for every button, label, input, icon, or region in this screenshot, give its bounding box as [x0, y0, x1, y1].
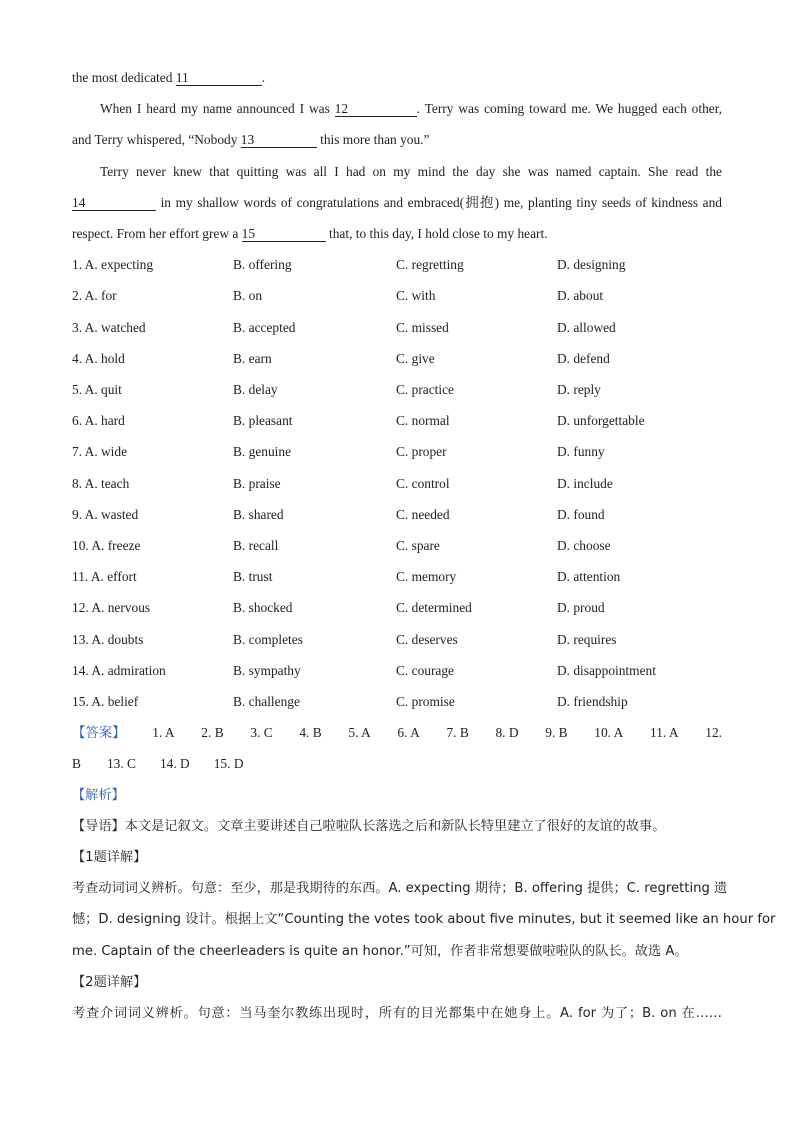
option-d: D. defend	[557, 350, 610, 366]
answer-item: 1. A	[152, 725, 175, 741]
option-a: 7. A. wide	[72, 444, 128, 460]
option-c: C. needed	[396, 506, 450, 522]
option-row	[72, 280, 722, 311]
passage-line-3	[72, 124, 722, 155]
q2-title: 【2题详解】	[72, 974, 147, 990]
option-b: B. genuine	[233, 444, 292, 460]
option-row	[72, 624, 722, 655]
answer-item: 10. A	[594, 725, 624, 741]
option-b: B. shared	[233, 506, 284, 522]
passage-text: this more than you.”	[316, 132, 430, 148]
option-c: C. spare	[396, 538, 440, 554]
option-c: C. memory	[396, 569, 457, 585]
option-d: D. include	[557, 475, 613, 491]
option-b: B. completes	[233, 631, 303, 647]
option-d: D. unforgettable	[557, 413, 645, 429]
option-d: D. about	[557, 288, 604, 304]
option-b: B. pleasant	[233, 413, 293, 429]
option-a: 9. A. wasted	[72, 506, 139, 522]
option-d: D. friendship	[557, 694, 628, 710]
option-c: C. give	[396, 350, 435, 366]
option-a: 8. A. teach	[72, 475, 130, 491]
option-row	[72, 592, 722, 623]
option-b: B. accepted	[233, 319, 296, 335]
option-c: C. courage	[396, 662, 455, 678]
option-c: C. control	[396, 475, 450, 491]
option-b: B. shocked	[233, 600, 293, 616]
answer-row-1	[72, 717, 722, 748]
blank-12: 12	[335, 101, 417, 117]
answer-item: 2. B	[201, 725, 224, 741]
option-row	[72, 530, 722, 561]
answer-item: 7. B	[446, 725, 469, 741]
answer-item: 11. A	[650, 725, 679, 741]
answer-item: 4. B	[299, 725, 322, 741]
guide-line	[72, 811, 722, 842]
option-c: C. determined	[396, 600, 472, 616]
answer-item: 8. D	[495, 725, 519, 741]
blank-11: 11	[176, 70, 262, 86]
option-a: 13. A. doubts	[72, 631, 144, 647]
option-a: 1. A. expecting	[72, 257, 154, 273]
option-a: 14. A. admiration	[72, 662, 166, 678]
option-d: D. found	[557, 506, 605, 522]
option-d: D. designing	[557, 257, 626, 273]
option-b: B. delay	[233, 382, 278, 398]
q1-line-2: 憾；D. designing 设计。根据上文“Counting the votes took about five minutes, but it seemed like an hour for	[72, 912, 776, 928]
option-d: D. proud	[557, 600, 605, 616]
option-row	[72, 468, 722, 499]
option-row	[72, 436, 722, 467]
passage-text: .	[261, 70, 266, 85]
option-a: 3. A. watched	[72, 319, 146, 335]
option-d: D. choose	[557, 538, 611, 554]
option-a: 2. A. for	[72, 288, 117, 304]
option-b: B. praise	[233, 475, 281, 491]
option-a: 4. A. hold	[72, 350, 125, 366]
option-c: C. proper	[396, 444, 447, 460]
passage-text: that, to this day, I hold close to my heart.	[325, 226, 548, 242]
analysis-heading: 【解析】	[72, 787, 125, 803]
option-b: B. sympathy	[233, 662, 301, 678]
answer-item: 12.	[705, 725, 722, 741]
option-row	[72, 561, 722, 592]
option-row	[72, 405, 722, 436]
blank-15: 15	[242, 226, 326, 242]
options-list	[72, 249, 722, 717]
option-c: C. deserves	[396, 631, 458, 647]
passage-line-6	[72, 218, 722, 249]
q1-title: 【1题详解】	[72, 850, 147, 866]
option-row	[72, 249, 722, 280]
answer-item: 9. B	[545, 725, 568, 741]
option-a: 6. A. hard	[72, 413, 125, 429]
option-b: B. recall	[233, 538, 279, 554]
passage-text: . Terry was coming toward me. We hugged each other,	[416, 101, 722, 117]
option-b: B. on	[233, 288, 263, 304]
option-c: C. with	[396, 288, 436, 304]
option-a: 5. A. quit	[72, 382, 122, 398]
passage-line-1	[72, 62, 722, 93]
option-row	[72, 343, 722, 374]
passage-text: in my shallow words of congratulations and embraced(拥抱) me, planting tiny seeds of kindness and	[156, 194, 722, 210]
answer-row-2	[72, 748, 722, 779]
option-row	[72, 499, 722, 530]
option-d: D. funny	[557, 444, 605, 460]
blank-13: 13	[241, 132, 317, 148]
answer-item: 14. D	[159, 756, 190, 772]
answer-item: 15. D	[213, 756, 244, 772]
guide-tag: 【导语】	[72, 818, 125, 834]
q1-line-1: 考查动词词义辨析。句意：至少，那是我期待的东西。A. expecting 期待；B. offering 提供；C. regretting 遗	[72, 881, 728, 897]
passage-line-2	[72, 93, 722, 124]
option-d: D. reply	[557, 382, 601, 398]
option-b: B. trust	[233, 569, 273, 585]
option-row	[72, 374, 722, 405]
guide-text: 本文是记叙文。文章主要讲述自己啦啦队长落选之后和新队长特里建立了很好的友谊的故事。	[124, 818, 666, 834]
option-row	[72, 312, 722, 343]
q1-line-3: me. Captain of the cheerleaders is quite an honor.”可知，作者非常想要做啦啦队的队长。故选 A。	[72, 943, 688, 959]
option-row	[72, 686, 722, 717]
option-a: 15. A. belief	[72, 694, 139, 710]
answer-item: B	[72, 756, 81, 772]
option-c: C. missed	[396, 319, 449, 335]
blank-14: 14	[72, 195, 156, 211]
option-c: C. practice	[396, 382, 454, 398]
option-c: C. normal	[396, 413, 450, 429]
option-d: D. requires	[557, 631, 617, 647]
option-a: 10. A. freeze	[72, 538, 141, 554]
option-b: B. offering	[233, 257, 292, 273]
option-b: B. challenge	[233, 694, 300, 710]
passage-line-5	[72, 187, 722, 218]
answer-tag: 【答案】	[72, 725, 126, 741]
answer-item: 6. A	[397, 725, 420, 741]
option-a: 12. A. nervous	[72, 600, 151, 616]
answer-item: 3. C	[250, 725, 273, 741]
option-b: B. earn	[233, 350, 272, 366]
option-c: C. regretting	[396, 257, 464, 273]
passage-line-4: Terry never knew that quitting was all I had on my mind the day she was named captain. She read the	[100, 163, 722, 179]
answer-item: 13. C	[106, 756, 136, 772]
exam-page	[72, 62, 776, 1029]
passage-text: and Terry whispered, “Nobody	[72, 132, 241, 148]
option-a: 11. A. effort	[72, 569, 137, 585]
option-d: D. allowed	[557, 319, 616, 335]
passage-text: respect. From her effort grew a	[72, 226, 242, 242]
passage-text: the most dedicated	[72, 70, 176, 85]
answer-item: 5. A	[348, 725, 371, 741]
option-c: C. promise	[396, 694, 455, 710]
option-row	[72, 655, 722, 686]
option-d: D. disappointment	[557, 662, 656, 678]
q2-line-1: 考查介词词义辨析。句意：当马奎尔教练出现时，所有的目光都集中在她身上。A. for 为了；B. on 在……	[72, 1006, 722, 1022]
passage-text: When I heard my name announced I was	[100, 101, 335, 117]
option-d: D. attention	[557, 569, 621, 585]
